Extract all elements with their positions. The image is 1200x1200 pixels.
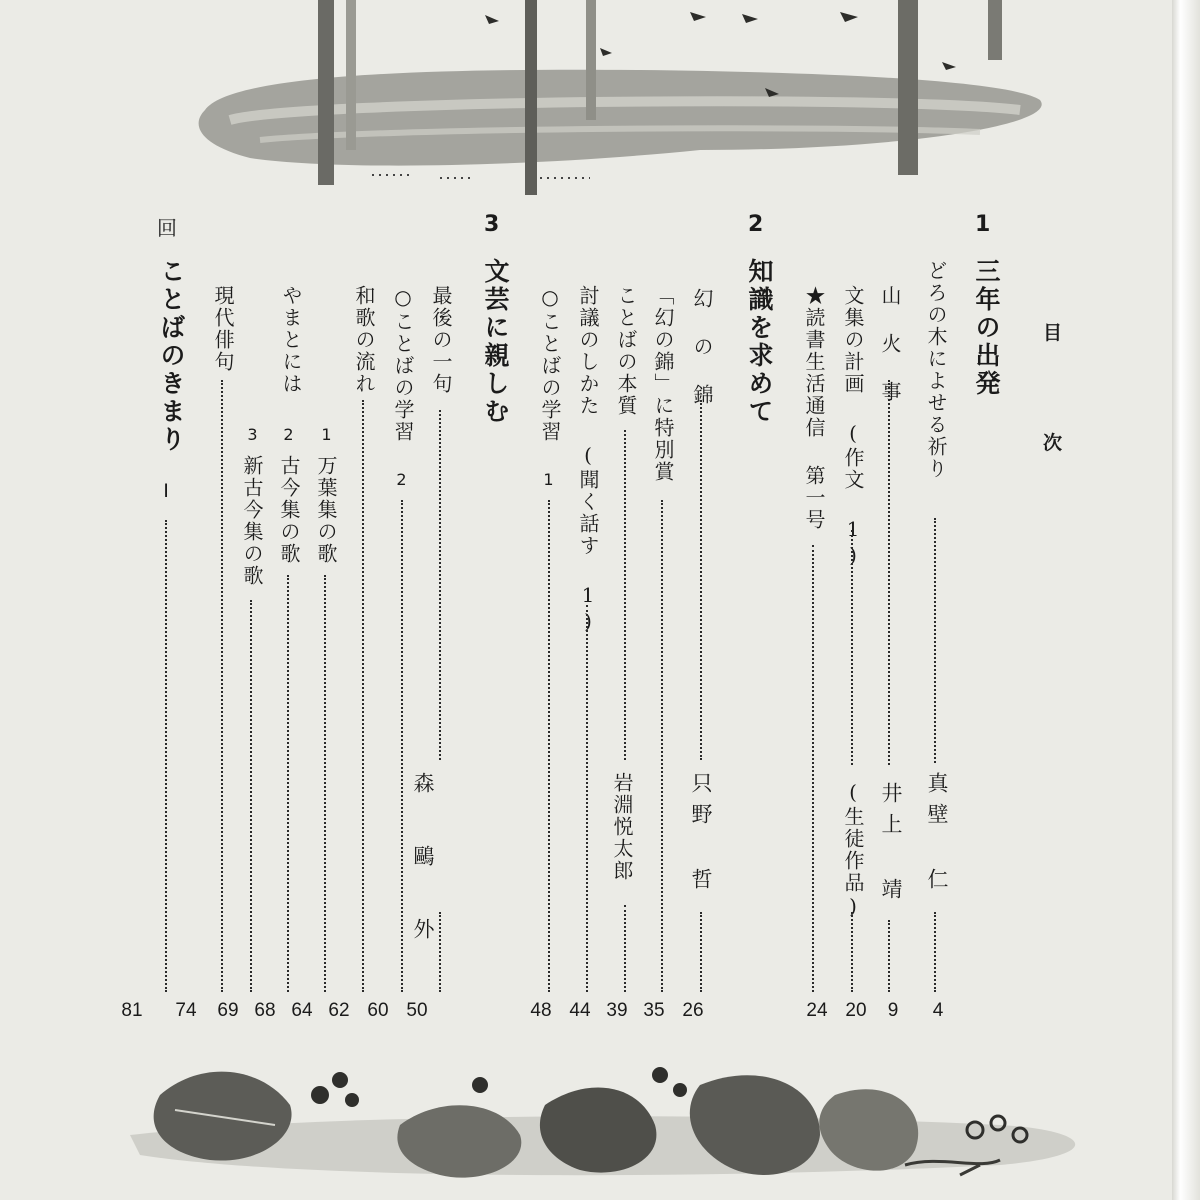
dot-leader [888, 380, 890, 765]
dot-leader [165, 520, 167, 992]
dot-leader [439, 410, 441, 760]
toc-item-sub-number: 1 [539, 470, 558, 489]
page-number: 69 [217, 1000, 239, 1021]
dot-leader [888, 920, 890, 992]
dot-leader [401, 500, 403, 992]
trees-and-birds-illustration [0, 0, 1172, 200]
page-number: 68 [254, 1000, 276, 1021]
toc-item-sub-number: I [155, 480, 177, 502]
toc-item-title: ★読書生活通信 第一号 [802, 285, 826, 531]
dot-leader [812, 545, 814, 992]
page-number: 4 [932, 1000, 944, 1021]
toc-item-title: やまとには [279, 285, 303, 395]
next-page-edge [1172, 0, 1200, 1200]
dot-leader [548, 500, 550, 992]
dot-leader [661, 500, 663, 992]
toc-item-title: 古今集の歌 [277, 455, 301, 565]
toc-item-author: 井上 靖 [879, 782, 903, 909]
dot-leader [586, 605, 588, 992]
toc-item-title: どろの木によせる祈り [924, 260, 948, 480]
page-number: 26 [682, 1000, 704, 1021]
page-number: 81 [121, 1000, 143, 1021]
toc-item-sub-number: 2 [392, 470, 411, 489]
dot-leader [324, 575, 326, 992]
section-3-number: 3 [484, 212, 500, 237]
toc-item-title: 新古今集の歌 [240, 455, 264, 587]
toc-item-title: 山 火 事 [878, 285, 902, 403]
page-number: 48 [530, 1000, 552, 1021]
page-number: 74 [175, 1000, 197, 1021]
dot-leader [624, 905, 626, 992]
section-1-number: 1 [975, 212, 991, 237]
toc-item-title: 「幻の錦」に特別賞 [651, 285, 675, 483]
page-number: 64 [291, 1000, 313, 1021]
toc-item-title: 幻 の 錦 [690, 288, 714, 406]
toc-item-sub-number: 1 [317, 425, 336, 444]
page-number: 39 [606, 1000, 628, 1021]
toc-item-author: 森 鷗 外 [411, 772, 435, 953]
dot-leader [700, 912, 702, 992]
toc-item-author: 真壁 仁 [925, 772, 949, 899]
toc-item-author: (生徒作品) [841, 780, 865, 920]
toc-item-sub-number: 2 [279, 425, 298, 444]
dot-leader [934, 912, 936, 992]
leaves-and-berries-illustration [0, 1055, 1172, 1200]
page-number: 60 [367, 1000, 389, 1021]
toc-item-title: 現代俳句 [211, 285, 235, 373]
page-number: 9 [887, 1000, 899, 1021]
toc-item-title: ○ことばの学習 [538, 285, 562, 443]
toc-item-title: 文集の計画 (作文 1) [841, 285, 865, 569]
page-number: 44 [569, 1000, 591, 1021]
toc-item-author: 只野 哲 [689, 772, 713, 899]
section-4-heading: ことばのきまり [157, 258, 186, 454]
dot-leader [221, 380, 223, 992]
toc-item-title: ことばの本質 [614, 285, 638, 417]
page-number: 24 [806, 1000, 828, 1021]
dot-leader [851, 530, 853, 765]
toc-item-title: ○ことばの学習 [391, 285, 415, 443]
toc-item-sub-number: 3 [243, 425, 262, 444]
dot-leader [624, 430, 626, 760]
toc-title-char-2: 次 [1043, 432, 1063, 454]
toc-item-title: 討議のしかた (聞く話す 1) [576, 285, 600, 635]
page-number: 50 [406, 1000, 428, 1021]
section-4-number: 回 [157, 216, 177, 240]
section-2-heading: 知識を求めて [745, 258, 774, 426]
page-number: 35 [643, 1000, 665, 1021]
dot-leader [700, 400, 702, 760]
dot-leader [287, 575, 289, 992]
dot-leader [851, 912, 853, 992]
page-number: 62 [328, 1000, 350, 1021]
toc-item-author: 岩淵悦太郎 [610, 772, 634, 882]
section-3-heading: 文芸に親しむ [481, 258, 510, 426]
toc-title-char-1: 目 [1043, 322, 1063, 344]
page-number: 20 [845, 1000, 867, 1021]
dot-leader [439, 912, 441, 992]
section-1-heading: 三年の出発 [972, 258, 1001, 398]
toc-item-title: 万葉集の歌 [314, 455, 338, 565]
toc-item-title: 最後の一句 [429, 285, 453, 395]
toc-item-title: 和歌の流れ [352, 285, 376, 395]
dot-leader [934, 518, 936, 763]
dot-leader [362, 400, 364, 992]
section-2-number: 2 [748, 212, 764, 237]
dot-leader [250, 600, 252, 992]
